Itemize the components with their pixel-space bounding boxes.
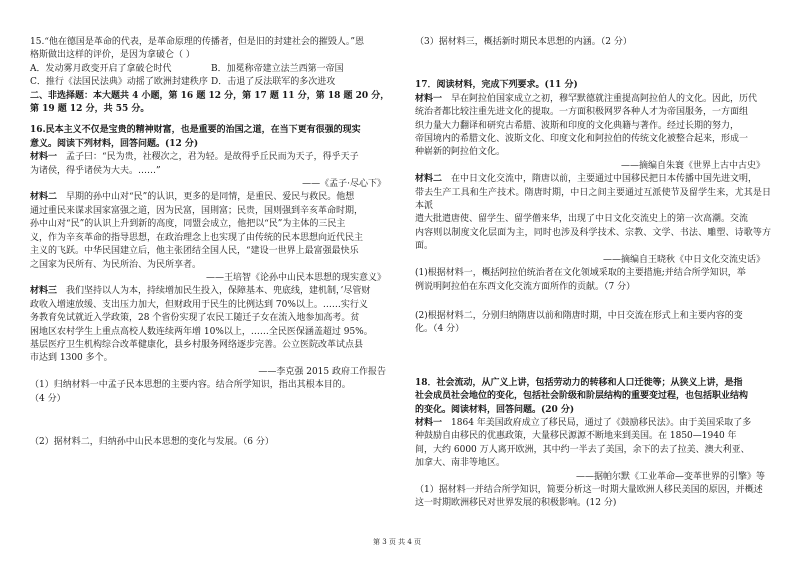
q18-material-1-source: ——据帕尔默《工业革命—变革世界的引擎》等 [575, 471, 765, 482]
q18-material-1: 材料一 1864 年美国政府成立了移民局，通过了《鼓励移民法》。由于美国采取了多 种鼓励自由移民的优惠政策，大量移民源源不断地来到美国。在 1850—1940 年 间，大约 6000 万人离开欧洲，其中约一半去了美国，余下的去了拉美、澳大利亚、 加拿大、南非等地区。 [415, 417, 752, 469]
q17-material-1-source: ——摘编自朱寰《世界上古中古史》 [620, 160, 765, 171]
q16-intro: 16.民本主义不仅是宝贵的精神财富，也是重要的治国之道，在当下更有很强的现实 意义。阅读下列材料，回答问题。(12 分) [30, 125, 361, 149]
question-17 [415, 79, 771, 336]
material-label: 材料一 [30, 152, 58, 163]
q16-question-1: （1）归纳材料一中孟子民本思想的主要内容。结合所学知识，指出其根本目的。 （4 分） [30, 380, 351, 404]
q16-material-3-source: ——李克强 2015 政府工作报告 [258, 366, 386, 377]
page-number: 第 3 页 共 4 页 [372, 537, 422, 546]
material-label: 材料二 [30, 192, 58, 203]
section-2-heading: 二、非选择题：本大题共 4 小题，第 16 题 12 分，第 17 题 11 分，第 18 题 20 分， 第 19 题 12 分，共 55 分。 [30, 90, 390, 115]
q17-question-2: (2)根据材料二，分别归纳隋唐以前和隋唐时期，中日交流在形式上和主要内容的变 化。（4 分） [415, 310, 743, 335]
material-label: 材料一 [415, 417, 443, 428]
answer-space [415, 49, 771, 79]
q17-material-2-source: ——摘编自王晓秋《中日文化交流史话》 [602, 254, 765, 265]
q15-options [30, 63, 392, 90]
question-16 [30, 124, 392, 449]
q16-question-3: （3）据材料三，概括新时期民本思想的内涵。（2 分） [415, 37, 632, 47]
q16-material-2-source: ——王培智《论孙中山民本思想的现实意义》 [205, 272, 386, 283]
q17-material-2: 材料二 在中日文化交流中，隋唐以前，主要通过中国移民把日本传播中国先进文明， 带去生产工具和生产技术。隋唐时期，中日之间主要通过互派使节及留学生来，尤其是日本派 遣大批遣唐使、留学生、留学僧来华，出现了中日文化交流史上的第一次高潮。交流 内容则以制度文化层面为主，同时也涉及科学技术、宗教、文学、书法、雕塑、诗歌等方面。 [415, 174, 771, 252]
q16-material-2: 材料二 早期的孙中山对“民”的认识，更多的是同情，是重民、爱民与救民。他想 通过重民来谋求国家富强之道，因为民富，国則富；民贵，国则强到辛亥革命时期， 孙中山对“民”的认识上升到新的高度，同盟会成立，他把以“民”为主体的三民主 义，作为辛亥革命的指导思想，在政治理念上也实现了由传统的民本思想向近代民主 主义的飞跃。中华民国建立后，他主张团结全国人民，“建设一世界上最富强最快乐 之国家为民所有、为民所治、为民所享者。 [30, 192, 364, 270]
q18-intro: 18．社会流动，从广义上讲，包括劳动力的转移和人口迁徙等；从狭义上讲，是指 社会成员社会地位的变化，包括社会阶级和阶层结构的重要变过程，也包括职业结构 的变化。阅读材料，回答问题。(20 分) [415, 377, 749, 415]
q16-material-1-source: ——《孟子·尽心下》 [302, 179, 386, 190]
q15-option-a: A．发动雾月政变开启了拿破仑时代 [30, 63, 172, 74]
q16-question-2: （2）据材料二，归纳孙中山民本思想的变化与发展。（6 分） [30, 436, 274, 447]
right-column [415, 36, 771, 511]
q18-question-1: （1）据材料一并结合所学知识，简要分析这一时期大量欧洲人移民美国的原因，并概述 这一时期欧洲移民对世界发展的积极影响。(12 分) [415, 484, 763, 509]
question-18 [415, 377, 771, 511]
material-label: 材料一 [415, 93, 443, 104]
q16-material-1: 材料一 孟子曰：“民为贵，社稷次之，君为轻。是故得乎丘民而为天子，得乎天子 为诸侯，得乎诸侯为大夫。……” [30, 152, 359, 176]
answer-space [415, 337, 771, 377]
q15-stem: 15.“他在德国是革命的代表，是革命原理的传播者，但是旧的封建社会的摧毁人。”恩 格斯做出这样的评价，是因为拿破仑（ ） [30, 37, 365, 61]
q17-intro: 17．阅读材料，完成下列要求。(11 分) [415, 80, 578, 91]
q15-option-d: D．击退了反法联军的多次进攻 [211, 77, 336, 88]
question-15 [30, 36, 392, 90]
q15-option-b: B．加冕称帝建立法兰西第一帝国 [211, 63, 344, 74]
q15-option-c: C．推行《法国民法典》动摇了欧洲封建秩序 [30, 77, 208, 88]
q16-material-3: 材料三 我们坚持以人为本，持续增加民生投入，保障基本、兜底线，建机制，’尽管财 政收入增速放缓、支出压力加大，但财政用于民生的比例达到 70%以上。……实行义 务教育免试就近入学政策，28 个省份实现了农民工随迁子女在流入地参加高考。贫 困地区农村学生上重点高校人数连续两年增 10%以上，……全民医保涵盖超过 95%。 基层医疗卫生机构综合改革健康化，县乡村服务网络逐步完善。公立医院改革试点县 市达到 1300 多个。 [30, 286, 373, 364]
answer-space [415, 294, 771, 310]
answer-space [30, 406, 392, 436]
q17-material-1: 材料一 早在阿拉伯国家成立之初，穆罕默德就注重提高阿拉伯人的文化。因此，历代 统治者都比较注重先进文化的提取。一方面积极网罗各种人才为帝国服务，一方面组 织力量大力翻译和研究古希腊、波斯和印度的文化典籍与著作。经过长期的努力， 帝国境内的希腊文化、波斯文化、印度文化和阿拉伯的传统文化被整合起来，形成一 种崭新的阿拉伯文化。 [415, 93, 758, 158]
q17-question-1: (1)根据材料一，概括阿拉伯统治者在文化领域采取的主要措施;并结合所学知识，举 例说明阿拉伯在东西文化交流方面所作的贡献。（7 分） [415, 268, 746, 292]
left-column [30, 36, 392, 449]
material-label: 材料三 [30, 286, 58, 297]
material-label: 材料二 [415, 174, 443, 185]
